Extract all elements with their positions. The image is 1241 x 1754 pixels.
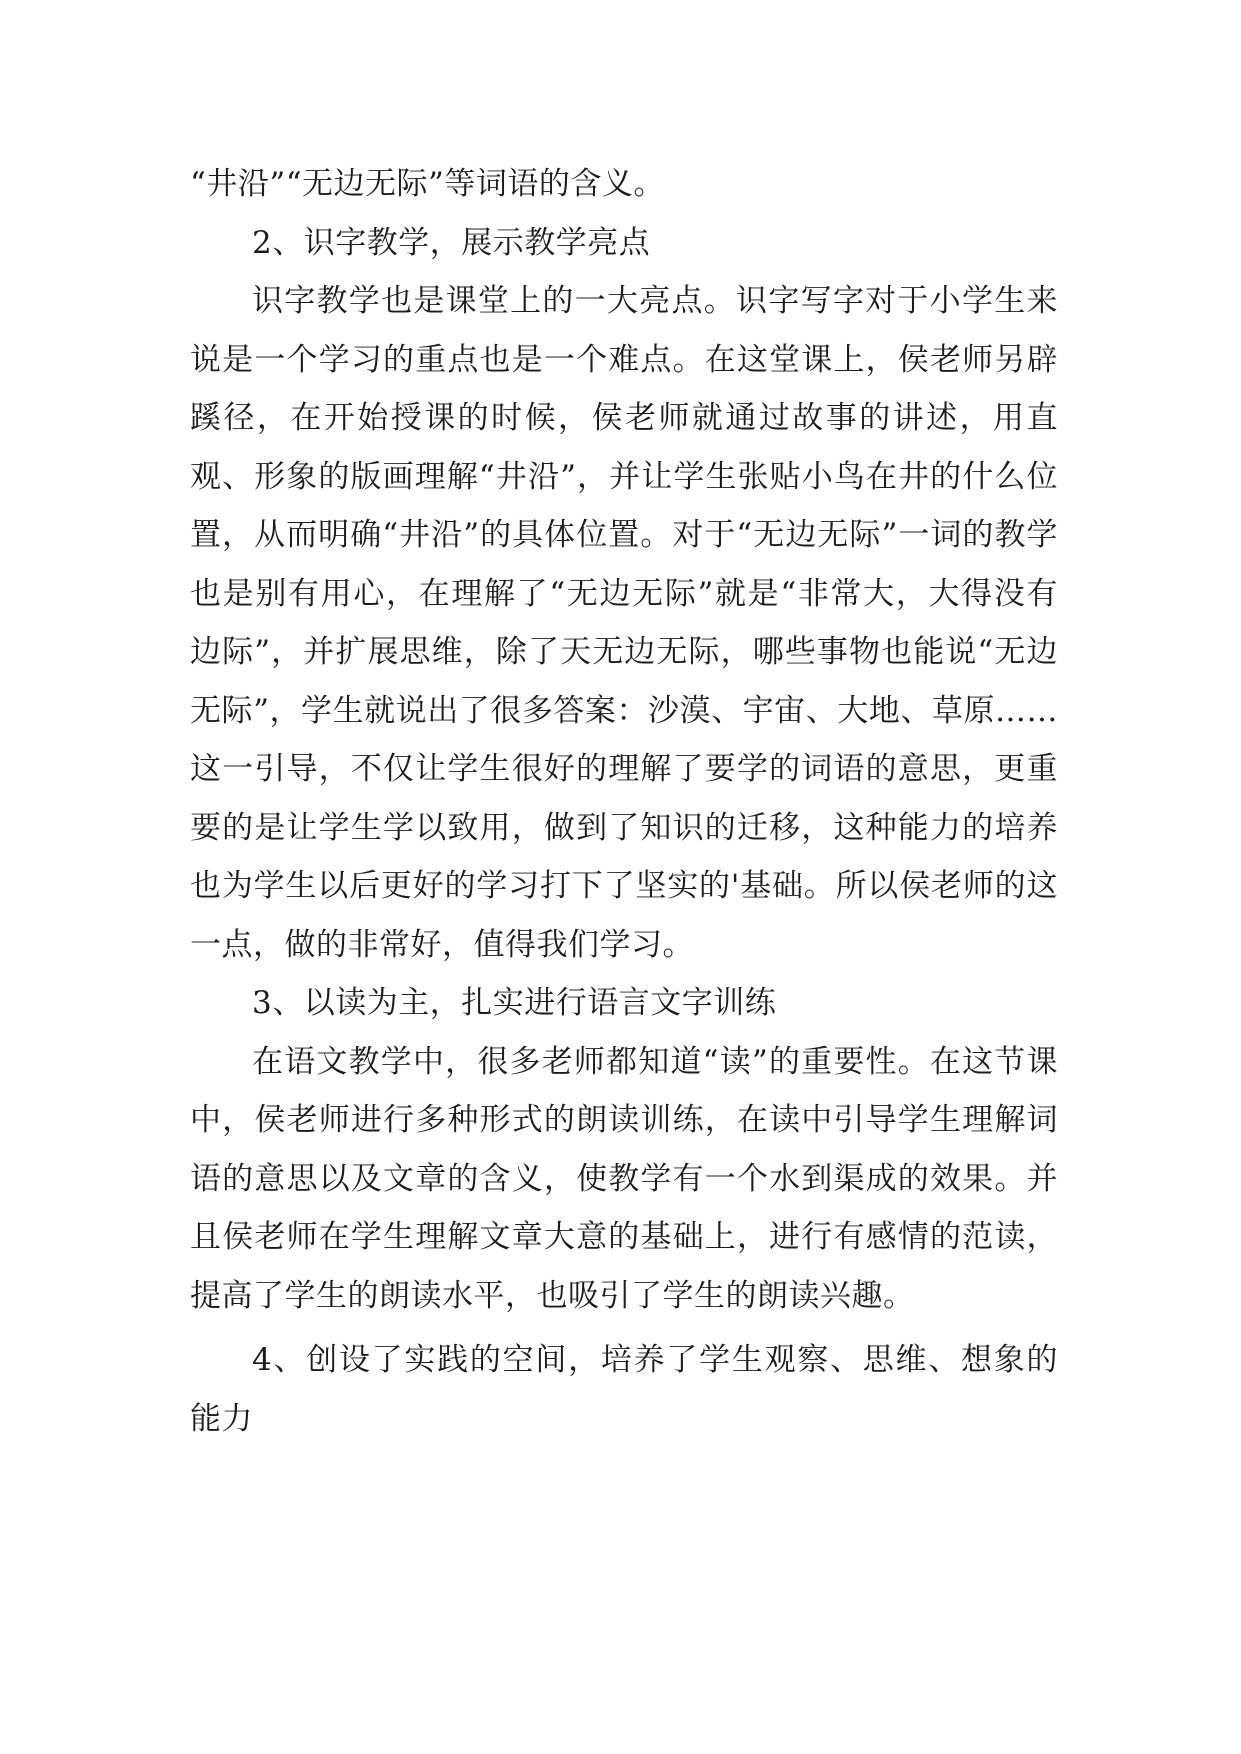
paragraph-literacy-teaching: 识字教学也是课堂上的一大亮点。识字写字对于小学生来说是一个学习的重点也是一个难点。在这堂课上，侯老师另辟蹊径，在开始授课的时候，侯老师就通过故事的讲述，用直观、形象的版画理解“井沿”，并让学生张贴小鸟在井的什么位置，从而明确“井沿”的具体位置。对于“无边无际”一词的教学也是别有用心，在理解了“无边无际”就是“非常大，大得没有边际”，并扩展思维，除了天无边无际，哪些事物也能说“无边无际”，学生就说出了很多答案：沙漠、宇宙、大地、草原……这一引导，不仅让学生很好的理解了要学的词语的意思，更重要的是让学生学以致用，做到了知识的迁移，这种能力的培养也为学生以后更好的学习打下了坚实的'基础。所以侯老师的这一点，做的非常好，值得我们学习。 <box>190 283 1058 963</box>
section-heading-4: 4、创设了实践的空间，培养了学生观察、思维、想象的能力 <box>190 1342 1058 1437</box>
section-heading-2: 2、识字教学，展示教学亮点 <box>252 224 651 261</box>
paragraph-continuation: “井沿”“无边无际”等词语的含义。 <box>190 166 665 202</box>
paragraph-reading-training: 在语文教学中，很多老师都知道“读”的重要性。在这节课中，侯老师进行多种形式的朗读训练，在读中引导学生理解词语的意思以及文章的含义，使教学有一个水到渠成的效果。并且侯老师在学生理解文章大意的基础上，进行有感情的范读，提高了学生的朗读水平，也吸引了学生的朗读兴趣。 <box>190 1043 1058 1314</box>
section-heading-3: 3、以读为主，扎实进行语言文字训练 <box>252 985 777 1021</box>
document-body <box>190 155 1058 1448</box>
